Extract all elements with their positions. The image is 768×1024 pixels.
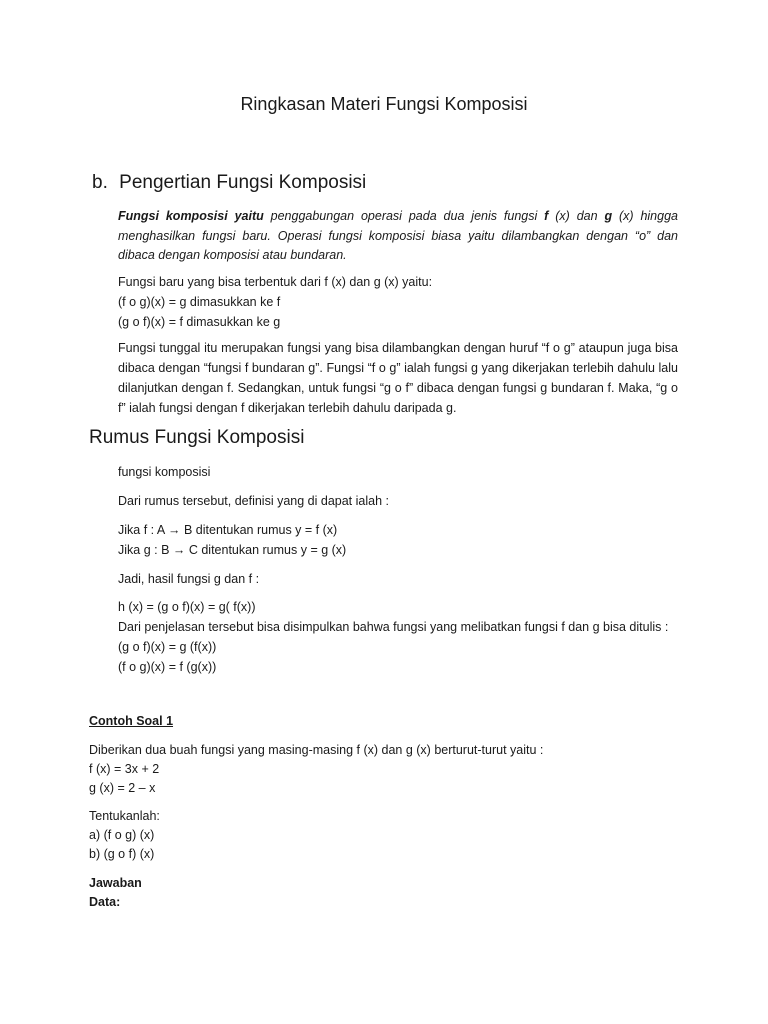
new-function-paragraph — [118, 272, 678, 332]
contoh-soal-heading: Contoh Soal 1 — [89, 714, 174, 728]
function-g: g (x) = 2 – x — [89, 781, 156, 795]
rumus-jadi: Jadi, hasil fungsi g dan f : — [118, 572, 260, 586]
explanation-paragraph: Fungsi tunggal itu merupakan fungsi yang bisa dilambangkan dengan huruf “f o g” ataupun juga bisa dibaca dengan “fungsi f bundaran g”. Fungsi “f o g” ialah fungsi g yang dikerjakan terlebih dahulu lalu dilanjutkan dengan f. Sedangkan, untuk fungsi “g o f” dibaca dengan fungsi g bundaran f. Maka, “g o f” ialah fungsi dengan f dikerjakan terlebih dahulu daripada g. — [118, 341, 678, 415]
data-label: Data: — [89, 895, 121, 909]
question-a: a) (f o g) (x) — [89, 828, 155, 842]
definition-text-2: (x) dan — [548, 209, 605, 223]
tentukan-label: Tentukanlah: — [89, 809, 160, 823]
document-title: Ringkasan Materi Fungsi Komposisi — [240, 94, 528, 114]
section-marker: b. — [92, 172, 108, 193]
contoh-intro: Diberikan dua buah fungsi yang masing-masing f (x) dan g (x) berturut-turut yaitu : — [89, 743, 544, 757]
h-formula: h (x) = (g o f)(x) = g( f(x)) — [118, 600, 256, 614]
definition-f: Jika f : A → B ditentukan rumus y = f (x) — [118, 523, 338, 537]
definition-lead: Fungsi komposisi yaitu — [118, 209, 264, 223]
rumus-line-2: Dari rumus tersebut, definisi yang di dapat ialah : — [118, 494, 389, 508]
formula-g-of-f: (g o f)(x) = g (f(x)) — [118, 640, 217, 654]
definition-text-1: penggabungan operasi pada dua jenis fungsi — [263, 209, 545, 223]
section-b-heading — [92, 172, 366, 194]
symbol-f: f — [544, 209, 549, 223]
new-function-line-3: (g o f)(x) = f dimasukkan ke g — [118, 315, 281, 329]
definition-text-3: (x) hingga menghasilkan fungsi baru. Operasi fungsi komposisi biasa yaitu dilambangkan dengan “o” dan dibaca dengan komposisi atau bundaran. — [118, 209, 678, 262]
new-function-line-1: Fungsi baru yang bisa terbentuk dari f (x) dan g (x) yaitu: — [118, 275, 433, 289]
conclusion-text: Dari penjelasan tersebut bisa disimpulkan bahwa fungsi yang melibatkan fungsi f dan g bisa ditulis : — [118, 620, 669, 634]
formula-f-of-g: (f o g)(x) = f (g(x)) — [118, 660, 217, 674]
jawaban-label: Jawaban — [89, 876, 142, 890]
new-function-line-2: (f o g)(x) = g dimasukkan ke f — [118, 295, 281, 309]
contoh-soal-given — [89, 741, 543, 798]
section-b-title: Pengertian Fungsi Komposisi — [119, 172, 367, 193]
definition-paragraph — [118, 207, 678, 266]
rumus-line-1: fungsi komposisi — [118, 465, 211, 479]
rumus-heading: Rumus Fungsi Komposisi — [89, 427, 305, 448]
answer-section — [89, 874, 142, 912]
rumus-results — [118, 597, 678, 677]
function-f: f (x) = 3x + 2 — [89, 762, 160, 776]
symbol-g: g — [604, 209, 613, 223]
definition-g: Jika g : B → C ditentukan rumus y = g (x) — [118, 543, 347, 557]
question-b: b) (g o f) (x) — [89, 847, 155, 861]
contoh-soal-questions — [89, 807, 160, 864]
rumus-definitions — [118, 520, 678, 560]
